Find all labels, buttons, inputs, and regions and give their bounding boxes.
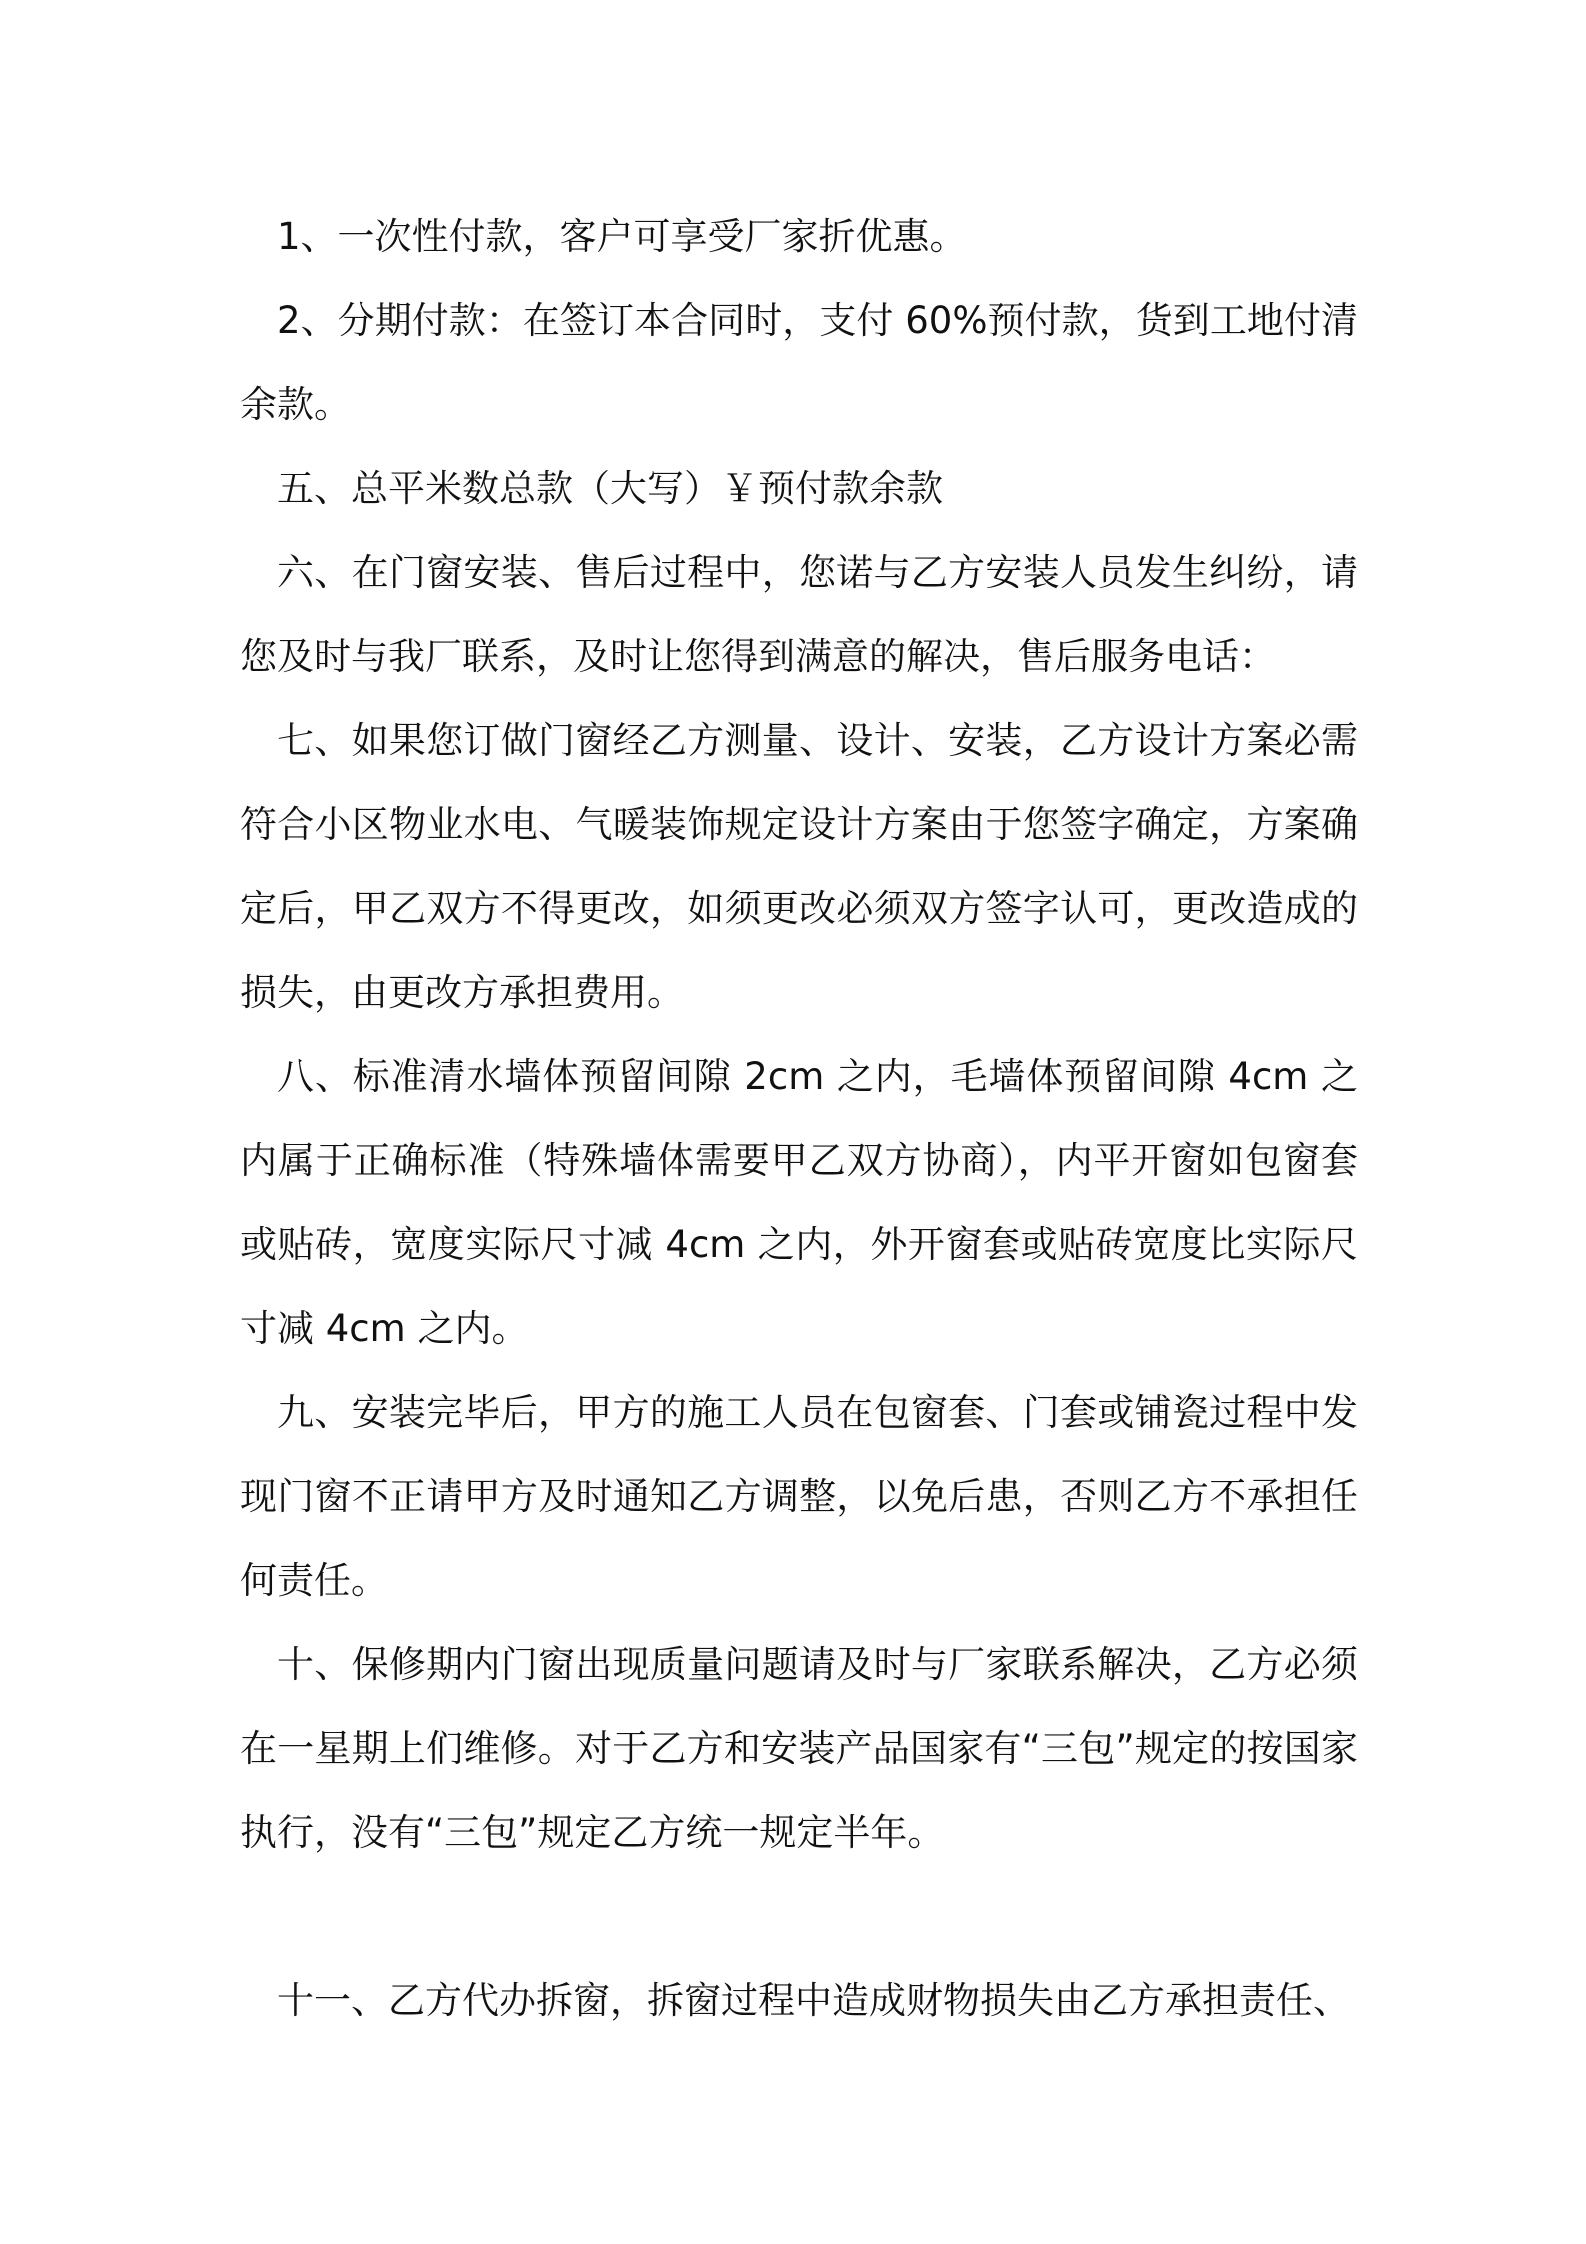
clause-7-design: 七、如果您订做门窗经乙方测量、设计、安装，乙方设计方案必需符合小区物业水电、气暖装饰规定设计方案由于您签字确定，方案确定后，甲乙双方不得更改，如须更改必须双方签字认可，更改造成的损失，由更改方承担费用。 (240, 719, 1358, 1014)
clause-9-after-installation: 九、安装完毕后，甲方的施工人员在包窗套、门套或铺瓷过程中发现门窗不正请甲方及时通知乙方调整，以免后患，否则乙方不承担任何责任。 (240, 1391, 1358, 1602)
clause-6-dispute: 六、在门窗安装、售后过程中，您诺与乙方安装人员发生纠纷，请您及时与我厂联系，及时让您得到满意的解决，售后服务电话： (240, 551, 1358, 678)
clause-8-standards: 八、标准清水墙体预留间隙 2cm 之内，毛墙体预留间隙 4cm 之内属于正确标准（特殊墙体需要甲乙双方协商），内平开窗如包窗套或贴砖，宽度实际尺寸减 4cm 之内，外开窗套或贴砖宽度比实际尺寸减 4cm 之内。 (240, 1055, 1358, 1350)
clause-payment-lump-sum: 1、一次性付款，客户可享受厂家折优惠。 (277, 215, 967, 258)
clause-5-total-amount: 五、总平米数总款（大写）￥预付款余款 (277, 467, 943, 510)
clause-10-warranty: 十、保修期内门窗出现质量问题请及时与厂家联系解决，乙方必须在一星期上们维修。对于乙方和安装产品国家有“三包”规定的按国家执行，没有“三包”规定乙方统一规定半年。 (240, 1643, 1358, 1854)
clause-11-removal: 十一、乙方代办拆窗，拆窗过程中造成财物损失由乙方承担责任、 (277, 1979, 1350, 2022)
document-body (240, 195, 1358, 2043)
clause-payment-installment: 2、分期付款：在签订本合同时，支付 60%预付款，货到工地付清余款。 (240, 299, 1358, 426)
